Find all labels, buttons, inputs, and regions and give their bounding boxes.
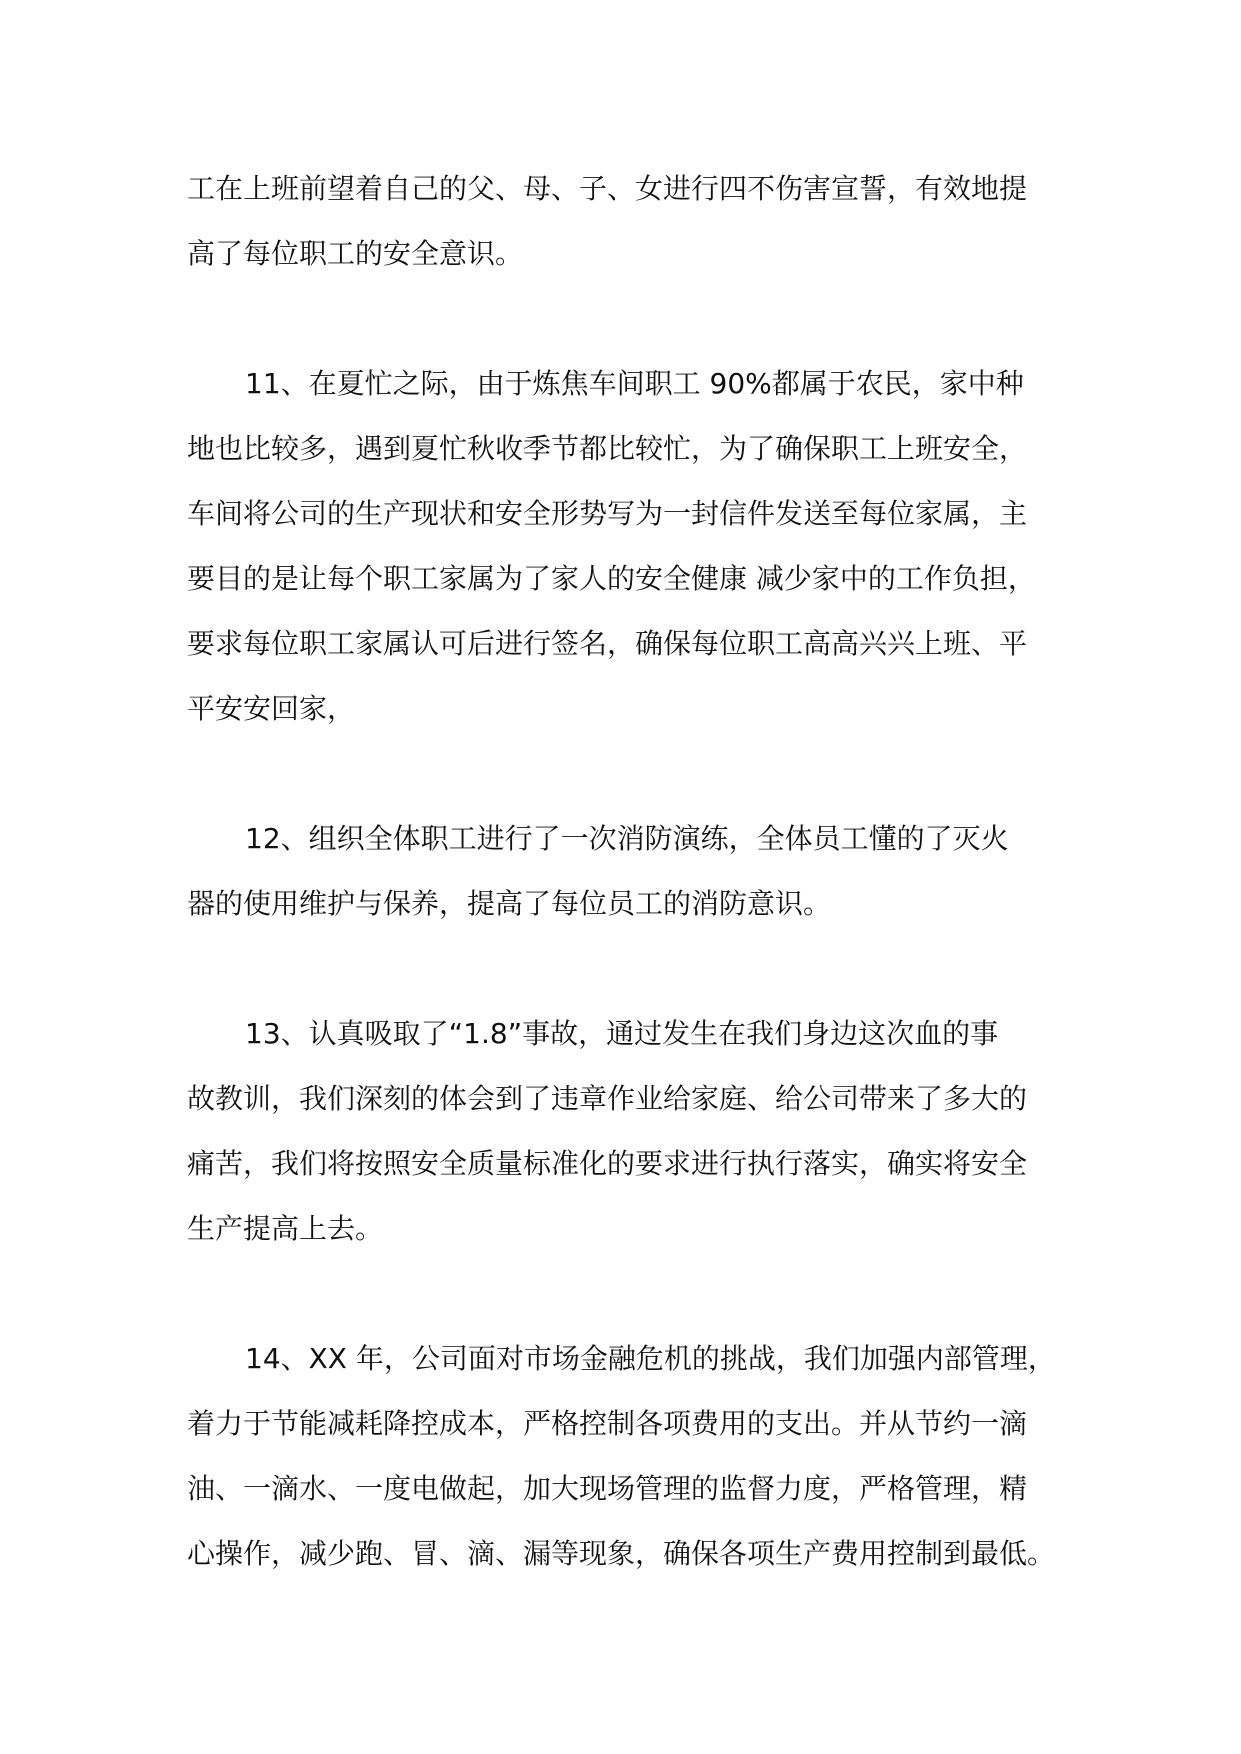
- text-line: 工在上班前望着自己的父、母、子、女进行四不伤害宣誓，有效地提: [187, 172, 1028, 205]
- text-line: 要目的是让每个职工家属为了家人的安全健康 减少家中的工作负担，: [187, 562, 1036, 595]
- text-line: 器的使用维护与保养，提高了每位员工的消防意识。: [187, 887, 832, 920]
- paragraph-item-14: [187, 1326, 1057, 1586]
- paragraph-item-11: [187, 351, 1057, 741]
- paragraph-item-13: [187, 1001, 1057, 1261]
- text-line: 心操作，减少跑、冒、滴、漏等现象，确保各项生产费用控制到最低。: [187, 1537, 1056, 1570]
- text-line: 高了每位职工的安全意识。: [187, 237, 524, 270]
- text-line: 生产提高上去。: [187, 1212, 384, 1245]
- text-line: 12、组织全体职工进行了一次消防演练，全体员工懂的了灭火: [245, 822, 1009, 855]
- text-line: 着力于节能减耗降控成本，严格控制各项费用的支出。并从节约一滴: [187, 1407, 1028, 1440]
- paragraph-gap: [187, 1261, 1057, 1326]
- text-line: 13、认真吸取了“1.8”事故，通过发生在我们身边这次血的事: [245, 1017, 999, 1050]
- text-line: 要求每位职工家属认可后进行签名，确保每位职工高高兴兴上班、平: [187, 627, 1028, 660]
- text-line: 故教训，我们深刻的体会到了违章作业给家庭、给公司带来了多大的: [187, 1082, 1028, 1115]
- text-line: 油、一滴水、一度电做起，加大现场管理的监督力度，严格管理，精: [187, 1472, 1028, 1505]
- text-line: 11、在夏忙之际，由于炼焦车间职工 90%都属于农民，家中种: [245, 367, 1024, 400]
- text-line: 车间将公司的生产现状和安全形势写为一封信件发送至每位家属，主: [187, 497, 1028, 530]
- paragraph-continued: [187, 156, 1057, 286]
- paragraph-gap: [187, 286, 1057, 351]
- text-line: 地也比较多，遇到夏忙秋收季节都比较忙，为了确保职工上班安全，: [187, 432, 1028, 465]
- paragraph-gap: [187, 936, 1057, 1001]
- text-line: 痛苦，我们将按照安全质量标准化的要求进行执行落实，确实将安全: [187, 1147, 1028, 1180]
- paragraph-gap: [187, 741, 1057, 806]
- document-body: [187, 156, 1057, 1586]
- paragraph-item-12: [187, 806, 1057, 936]
- text-line: 14、XX 年，公司面对市场金融危机的挑战，我们加强内部管理，: [245, 1342, 1056, 1375]
- text-line: 平安安回家，: [187, 692, 356, 725]
